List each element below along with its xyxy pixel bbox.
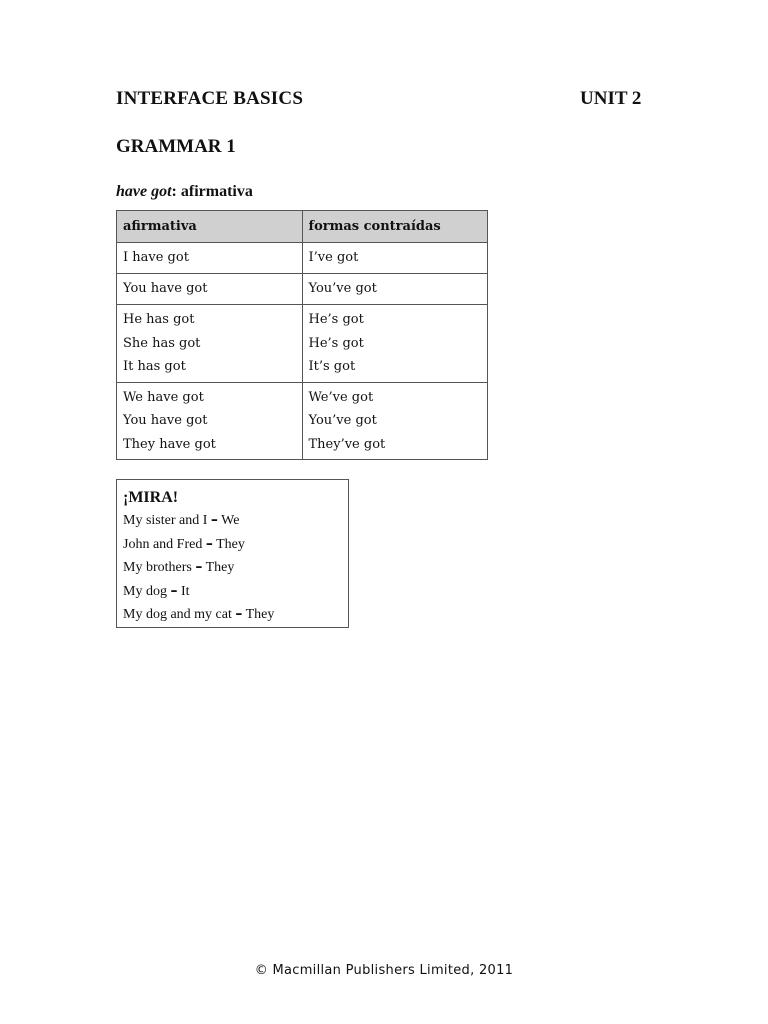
table-row	[117, 243, 488, 274]
table-cell-contracted	[302, 243, 488, 274]
cell-line: I have got	[123, 250, 189, 266]
table-cell-full	[117, 274, 303, 305]
table-cell-contracted	[302, 305, 488, 383]
cell-line: You’ve got	[308, 413, 377, 428]
grammar-table	[116, 210, 488, 460]
mira-line	[123, 533, 342, 557]
mira-pronoun: They	[245, 607, 275, 622]
mira-dash: –	[235, 606, 243, 622]
mira-dash: –	[170, 582, 178, 599]
mira-subject: My brothers	[123, 560, 192, 575]
copyright-footer: © Macmillan Publishers Limited, 2011	[254, 963, 514, 978]
mira-line	[123, 556, 342, 580]
mira-pronoun: We	[221, 513, 240, 528]
table-caption-italic: have got	[116, 183, 172, 200]
mira-line	[123, 580, 342, 604]
table-cell-full	[117, 243, 303, 274]
cell-line: She has got	[123, 335, 201, 351]
table-cell-full	[117, 305, 303, 383]
table-row	[117, 274, 488, 305]
mira-subject: My sister and I	[123, 513, 208, 528]
mira-line	[123, 509, 342, 533]
mira-line	[123, 603, 342, 627]
mira-pronoun: It	[180, 583, 190, 599]
table-caption	[116, 183, 253, 201]
cell-line: It has got	[123, 359, 186, 374]
cell-line: You have got	[123, 281, 208, 297]
mira-dash: –	[195, 559, 203, 575]
mira-pronoun: They	[205, 560, 235, 575]
table-header-contracted: formas contraídas	[302, 211, 488, 243]
header-unit: UNIT 2	[580, 88, 642, 109]
table-cell-contracted	[302, 274, 488, 305]
mira-subject: My dog and my cat	[123, 607, 232, 622]
cell-line: We’ve got	[308, 389, 374, 405]
table-header-afirmativa: afirmativa	[117, 211, 303, 243]
section-title: GRAMMAR 1	[116, 136, 236, 157]
cell-line: We have got	[123, 389, 204, 405]
mira-title: ¡MIRA!	[123, 489, 179, 506]
mira-subject: My dog	[123, 583, 167, 599]
cell-line: You’ve got	[308, 281, 377, 297]
table-caption-rest: : afirmativa	[171, 183, 253, 200]
mira-dash: –	[205, 535, 213, 552]
table-header-row	[117, 211, 488, 243]
header-title: INTERFACE BASICS	[116, 88, 304, 109]
cell-line: They have got	[123, 436, 216, 452]
mira-dash: –	[210, 512, 218, 528]
cell-line: He has got	[123, 312, 195, 327]
cell-line: They’ve got	[308, 436, 386, 452]
cell-line: You have got	[123, 413, 208, 428]
mira-subject: John and Fred	[123, 536, 203, 552]
table-row	[117, 305, 488, 383]
mira-pronoun: They	[216, 536, 245, 552]
table-cell-contracted	[302, 382, 488, 460]
cell-line: He’s got	[308, 312, 364, 327]
cell-line: He’s got	[308, 335, 364, 351]
cell-line: I’ve got	[308, 250, 359, 266]
table-cell-full	[117, 382, 303, 460]
table-row	[117, 382, 488, 460]
mira-note-box	[116, 479, 349, 628]
cell-line: It’s got	[308, 359, 356, 374]
